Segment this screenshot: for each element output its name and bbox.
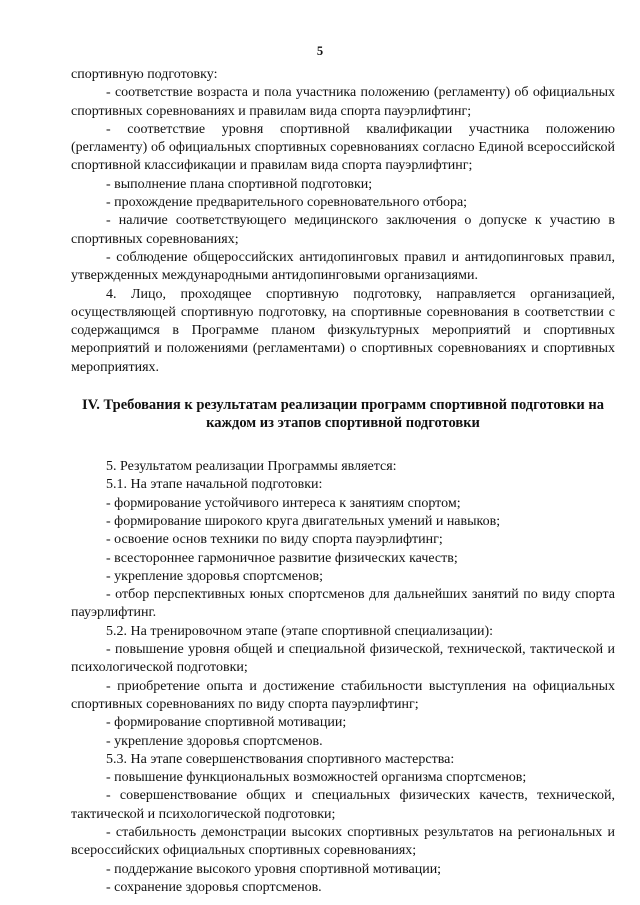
list-item: - сохранение здоровья спортсменов. <box>106 879 322 895</box>
list-item: - приобретение опыта и достижение стабильности выступления на официальных спортивных соревнованиях по виду спорта пауэрлифтинг; <box>71 678 615 712</box>
list-item: - соблюдение общероссийских антидопинговых правил и антидопинговых правил, утвержденных международными антидопинговыми организациями. <box>71 249 615 284</box>
document-body <box>71 66 615 897</box>
list-item: - формирование спортивной мотивации; <box>106 715 347 731</box>
list-item: - формирование устойчивого интереса к занятиям спортом; <box>106 495 461 511</box>
list-item: - прохождение предварительного соревновательного отбора; <box>106 195 468 211</box>
subsection-title: 5.1. На этапе начальной подготовки: <box>106 477 323 493</box>
list-item: - соответствие уровня спортивной квалификации участника положению (регламенту) об официальных спортивных соревнованиях согласно Единой всероссийской спортивной классификации и правилам вида спорта пауэрлифтинг; <box>71 121 615 174</box>
list-item: - совершенствование общих и специальных физических качеств, технической, тактической и психологической подготовки; <box>71 788 615 822</box>
list-item: - соответствие возраста и пола участника положению (регламенту) об официальных спортивных соревнованиях и правилам вида спорта пауэрлифтинг; <box>71 85 615 119</box>
list-item: - стабильность демонстрации высоких спортивных результатов на региональных и всероссийских официальных спортивных соревнованиях; <box>71 824 615 859</box>
list-item: - повышение уровня общей и специальной физической, технической, тактической и психологической подготовки; <box>71 642 615 676</box>
list-item: - укрепление здоровья спортсменов. <box>106 733 323 749</box>
list-item: - наличие соответствующего медицинского заключения о допуске к участию в спортивных соревнованиях; <box>71 213 615 247</box>
list-item: - всестороннее гармоничное развитие физических качеств; <box>106 550 458 566</box>
paragraph: спортивную подготовку: <box>71 67 218 82</box>
paragraph: 5. Результатом реализации Программы является: <box>106 459 397 475</box>
subsection-title: 5.2. На тренировочном этапе (этапе спортивной специализации): <box>106 623 494 639</box>
section-heading: IV. Требования к результатам реализации программ спортивной подготовки на каждом из этапов спортивной подготовки <box>82 397 604 432</box>
list-item: - поддержание высокого уровня спортивной мотивации; <box>106 861 442 877</box>
list-item: - формирование широкого круга двигательных умений и навыков; <box>106 513 501 529</box>
list-item: - отбор перспективных юных спортсменов для дальнейших занятий по виду спорта пауэрлифтинг. <box>71 587 615 621</box>
page-number: 5 <box>316 44 324 58</box>
list-item: - выполнение плана спортивной подготовки; <box>106 176 373 192</box>
list-item: - укрепление здоровья спортсменов; <box>106 568 323 584</box>
subsection-title: 5.3. На этапе совершенствования спортивного мастерства: <box>106 751 455 767</box>
list-item: - освоение основ техники по виду спорта пауэрлифтинг; <box>106 532 443 548</box>
list-item: - повышение функциональных возможностей организма спортсменов; <box>106 770 527 786</box>
paragraph: 4. Лицо, проходящее спортивную подготовку, направляется организацией, осуществляющей спортивную подготовку, на спортивные соревнования в соответствии с содержащимся в Программе планом физкультурных мероприятий и спортивных мероприятий и положениями (регламентами) о спортивных соревнованиях и спортивных мероприятиях. <box>71 286 615 375</box>
